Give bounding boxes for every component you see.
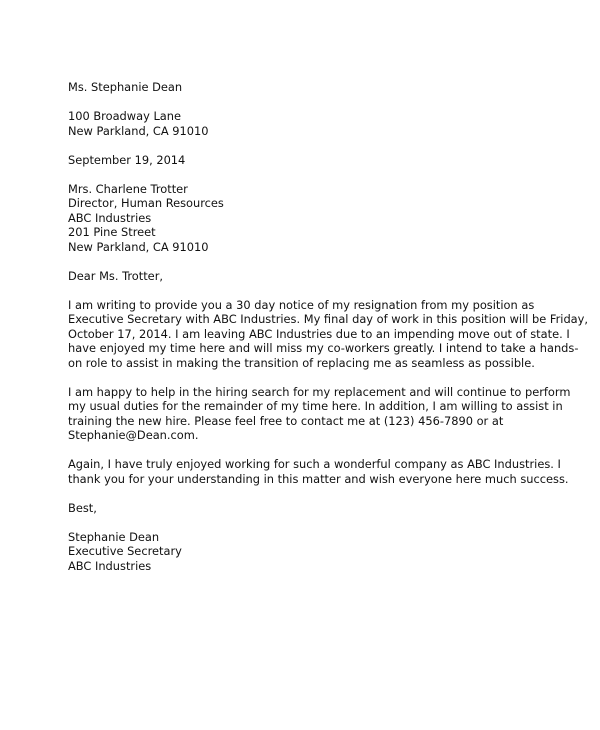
paragraph-line: I am writing to provide you a 30 day notice of my resignation from my position as — [68, 297, 535, 312]
date-block — [68, 153, 548, 168]
body-paragraph-1 — [68, 297, 589, 371]
paragraph-line: my usual duties for the remainder of my time here. In addition, I am willing to assist in — [68, 399, 563, 413]
paragraph-line: I am happy to help in the hiring search for my replacement and will continue to perform — [68, 384, 571, 399]
paragraph-line: on role to assist in making the transition of replacing me as seamless as possible. — [68, 355, 535, 370]
signature-block — [68, 530, 548, 574]
sender-name: Ms. Stephanie Dean — [68, 80, 183, 94]
body-paragraph-3 — [68, 457, 569, 486]
closing-block — [68, 501, 548, 516]
sender-address-line1: 100 Broadway Lane — [68, 109, 181, 123]
sender-address-line2: New Parkland, CA 91010 — [68, 123, 209, 138]
paragraph-line: Executive Secretary with ABC Industries. My final day of work in this position will be Friday, — [68, 312, 589, 326]
letter-body — [68, 80, 589, 588]
recipient-name: Mrs. Charlene Trotter — [68, 181, 188, 196]
paragraph-line: Again, I have truly enjoyed working for such a wonderful company as ABC Industries. I — [68, 457, 561, 471]
paragraph-line: have enjoyed my time here and will miss my co-workers greatly. I intend to take a hands- — [68, 341, 579, 355]
letter-date: September 19, 2014 — [68, 152, 186, 167]
salutation-block — [68, 269, 548, 284]
signature-title: Executive Secretary — [68, 544, 182, 558]
recipient-title: Director, Human Resources — [68, 196, 224, 210]
paragraph-line: October 17, 2014. I am leaving ABC Industries due to an impending move out of state. I — [68, 326, 570, 341]
paragraph-line: thank you for your understanding in this matter and wish everyone here much success. — [68, 471, 569, 486]
recipient-address-block — [68, 182, 548, 255]
closing: Best, — [68, 500, 97, 515]
recipient-company: ABC Industries — [68, 210, 152, 225]
paragraph-line: Stephanie@Dean.com. — [68, 428, 199, 442]
signature-company: ABC Industries — [68, 558, 152, 573]
salutation: Dear Ms. Trotter, — [68, 268, 163, 283]
body-paragraph-2 — [68, 384, 571, 443]
signature-name: Stephanie Dean — [68, 529, 160, 544]
recipient-address-line1: 201 Pine Street — [68, 225, 156, 239]
recipient-address-line2: New Parkland, CA 91010 — [68, 239, 209, 254]
paragraph-line: training the new hire. Please feel free to contact me at (123) 456-7890 or at — [68, 413, 504, 428]
sender-address-block — [68, 80, 548, 138]
